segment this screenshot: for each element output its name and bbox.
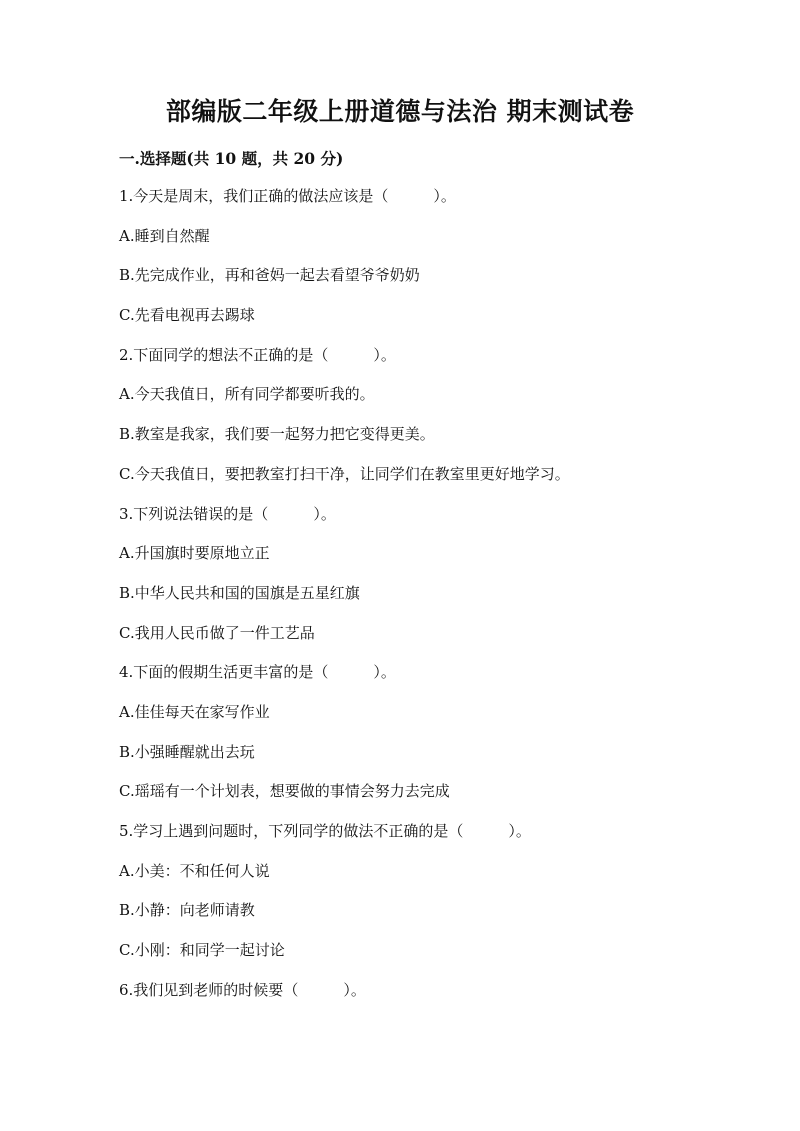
question-list [119, 186, 759, 1019]
question-5-option-c: C.小刚：和同学一起讨论 [119, 941, 285, 960]
question-4-option-a: A.佳佳每天在家写作业 [119, 702, 270, 721]
section-heading: 一.选择题(共 10 题，共 20 分) [119, 149, 344, 168]
question-4-stem: 4.下面的假期生活更丰富的是（ ）。 [119, 663, 396, 682]
question-5-option-b: B.小静：向老师请教 [119, 901, 255, 920]
question-3-stem: 3.下列说法错误的是（ ）。 [119, 504, 336, 523]
question-3-option-b: B.中华人民共和国的国旗是五星红旗 [119, 583, 360, 602]
question-5-option-a: A.小美：不和任何人说 [119, 861, 270, 880]
question-2-stem: 2.下面同学的想法不正确的是（ ）。 [119, 345, 396, 364]
question-6-stem: 6.我们见到老师的时候要（ ）。 [119, 980, 366, 999]
question-3-option-a: A.升国旗时要原地立正 [119, 544, 270, 563]
question-2-option-a: A.今天我值日，所有同学都要听我的。 [119, 385, 375, 404]
question-5-stem: 5.学习上遇到问题时，下列同学的做法不正确的是（ ）。 [119, 822, 531, 840]
question-4-option-b: B.小强睡醒就出去玩 [119, 742, 255, 761]
question-1-option-b: B.先完成作业，再和爸妈一起去看望爷爷奶奶 [119, 266, 420, 285]
question-1-option-c: C.先看电视再去踢球 [119, 306, 255, 325]
question-1-option-a: A.睡到自然醒 [119, 226, 210, 245]
page-title: 部编版二年级上册道德与法治 期末测试卷 [165, 97, 635, 126]
question-2-option-b: B.教室是我家，我们要一起努力把它变得更美。 [119, 425, 435, 444]
question-1-stem: 1.今天是周末，我们正确的做法应该是（ ）。 [119, 187, 456, 205]
question-2-option-c: C.今天我值日，要把教室打扫干净，让同学们在教室里更好地学习。 [119, 464, 570, 483]
question-4-option-c: C.瑶瑶有一个计划表，想要做的事情会努力去完成 [119, 782, 450, 801]
question-3-option-c: C.我用人民币做了一件工艺品 [119, 623, 315, 642]
